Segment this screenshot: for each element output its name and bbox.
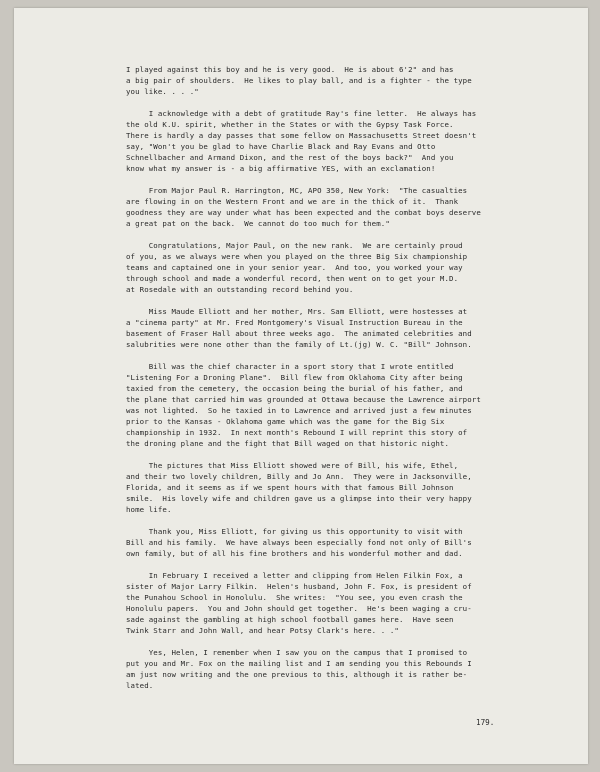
text-line: goodness they are way under what has been expected and the combat boys deserve bbox=[126, 208, 481, 217]
text-line: championship in 1932. In next month's Rebound I will reprint this story of bbox=[126, 428, 468, 437]
text-line: the droning plane and the fight that Bill waged on that historic night. bbox=[126, 439, 450, 448]
text-line: lated. bbox=[126, 681, 154, 690]
text-line: In February I received a letter and clipping from Helen Filkin Fox, a bbox=[126, 571, 463, 580]
paragraph bbox=[126, 185, 566, 229]
text-line: From Major Paul R. Harrington, MC, APO 350, New York: "The casualties bbox=[126, 186, 468, 195]
page-number: 179. bbox=[476, 718, 495, 727]
text-line: you like. . . ." bbox=[126, 87, 199, 96]
text-line: know what my answer is - a big affirmative YES, with an exclamation! bbox=[126, 164, 436, 173]
text-line: the Punahou School in Honolulu. She writes: "You see, you even crash the bbox=[126, 593, 463, 602]
text-line: salubrities were none other than the family of Lt.(jg) W. C. "Bill" Johnson. bbox=[126, 340, 472, 349]
text-line: Miss Maude Elliott and her mother, Mrs. Sam Elliott, were hostesses at bbox=[126, 307, 468, 316]
text-line: at Rosedale with an outstanding record behind you. bbox=[126, 285, 354, 294]
text-line: smile. His lovely wife and children gave us a glimpse into their very happy bbox=[126, 494, 472, 503]
text-line: the old K.U. spirit, whether in the States or with the Gypsy Task Force. bbox=[126, 120, 454, 129]
text-line: sade against the gambling at high school football games here. Have seen bbox=[126, 615, 454, 624]
text-line: own family, but of all his fine brothers and his wonderful mother and dad. bbox=[126, 549, 463, 558]
text-line: I acknowledge with a debt of gratitude Ray's fine letter. He always has bbox=[126, 109, 477, 118]
text-line: Florida, and it seems as if we spent hours with that famous Bill Johnson bbox=[126, 483, 454, 492]
text-line: "Listening For a Droning Plane". Bill flew from Oklahoma City after being bbox=[126, 373, 463, 382]
text-line: The pictures that Miss Elliott showed were of Bill, his wife, Ethel, bbox=[126, 461, 459, 470]
paragraph bbox=[126, 108, 566, 174]
letter-body bbox=[126, 64, 566, 702]
text-line: prior to the Kansas - Oklahoma game which was the game for the Big Six bbox=[126, 417, 445, 426]
text-line: Bill was the chief character in a sport story that I wrote entitled bbox=[126, 362, 454, 371]
text-line: of you, as we always were when you played on the three Big Six championship bbox=[126, 252, 468, 261]
text-line: taxied from the cemetery, the occasion being the burial of his father, and bbox=[126, 384, 463, 393]
text-line: am just now writing and the one previous to this, although it is rather be- bbox=[126, 670, 468, 679]
text-line: There is hardly a day passes that some fellow on Massachusetts Street doesn't bbox=[126, 131, 477, 140]
text-line: Yes, Helen, I remember when I saw you on the campus that I promised to bbox=[126, 648, 468, 657]
paragraph bbox=[126, 306, 566, 350]
text-line: Honolulu papers. You and John should get together. He's been waging a cru- bbox=[126, 604, 472, 613]
text-line: I played against this boy and he is very good. He is about 6'2" and has bbox=[126, 65, 454, 74]
text-line: and their two lovely children, Billy and Jo Ann. They were in Jacksonville, bbox=[126, 472, 472, 481]
text-line: home life. bbox=[126, 505, 172, 514]
paragraph bbox=[126, 240, 566, 295]
text-line: sister of Major Larry Filkin. Helen's husband, John F. Fox, is president of bbox=[126, 582, 472, 591]
text-line: Congratulations, Major Paul, on the new rank. We are certainly proud bbox=[126, 241, 463, 250]
text-line: Schnellbacher and Armand Dixon, and the rest of the boys back?" And you bbox=[126, 153, 454, 162]
paragraph bbox=[126, 64, 566, 97]
paragraph bbox=[126, 361, 566, 449]
text-line: a great pat on the back. We cannot do too much for them." bbox=[126, 219, 390, 228]
text-line: Twink Starr and John Wall, and hear Potsy Clark's here. . ." bbox=[126, 626, 399, 635]
text-line: Thank you, Miss Elliott, for giving us this opportunity to visit with bbox=[126, 527, 463, 536]
text-line: was not lighted. So he taxied in to Lawrence and arrived just a few minutes bbox=[126, 406, 472, 415]
text-line: the plane that carried him was grounded at Ottawa because the Lawrence airport bbox=[126, 395, 481, 404]
text-line: put you and Mr. Fox on the mailing list and I am sending you this Rebounds I bbox=[126, 659, 472, 668]
text-line: a "cinema party" at Mr. Fred Montgomery's Visual Instruction Bureau in the bbox=[126, 318, 463, 327]
text-line: say, "Won't you be glad to have Charlie Black and Ray Evans and Otto bbox=[126, 142, 436, 151]
text-line: Bill and his family. We have always been especially fond not only of Bill's bbox=[126, 538, 472, 547]
paragraph bbox=[126, 647, 566, 691]
text-line: basement of Fraser Hall about three weeks ago. The animated celebrities and bbox=[126, 329, 472, 338]
text-line: teams and captained one in your senior year. And too, you worked your way bbox=[126, 263, 463, 272]
paragraph bbox=[126, 460, 566, 515]
text-line: are flowing in on the Western Front and we are in the thick of it. Thank bbox=[126, 197, 459, 206]
text-line: through school and made a wonderful record, then went on to get your M.D. bbox=[126, 274, 459, 283]
document-page bbox=[14, 8, 588, 764]
text-line: a big pair of shoulders. He likes to play ball, and is a fighter - the type bbox=[126, 76, 472, 85]
paragraph bbox=[126, 526, 566, 559]
paragraph bbox=[126, 570, 566, 636]
